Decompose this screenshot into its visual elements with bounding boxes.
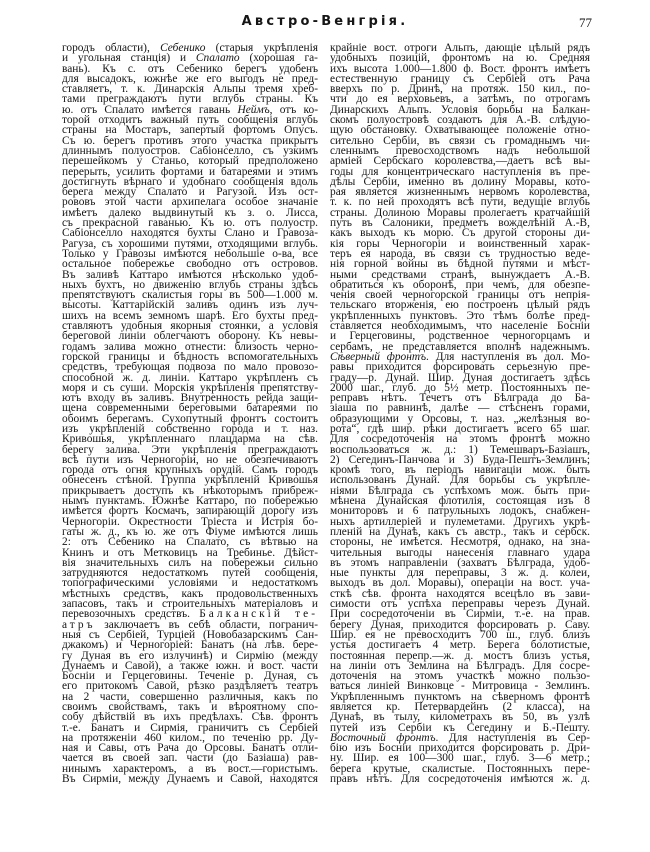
text-line: всѣ пути изъ Черногоріи, но не обезпечиваютъ [62,453,318,466]
text-line: нія горной войны въ бѣдной путями и мѣст- [330,258,590,271]
text-line: нымъ пунктамъ. Южнѣе Каттаро, по побережью [62,495,318,508]
italic-term: Неймъ [237,103,270,116]
text-line: рововъ этой части архипелага особое значаніе [62,196,318,209]
text-line: моря и съ суши. Морскія укрѣпленія препятству- [62,381,318,394]
text-line: Для сосредоточенія на этомъ фронтѣ можно [330,433,590,446]
text-line: мониторовъ и 6 патрульныхъ лодокъ, снабжен- [330,505,590,518]
text-line: способной ж. д. линіи. Каттаро укрѣпленъ съ [62,371,318,384]
text-line: Книнъ и отъ Метковицъ на Требинье. Дѣйст- [62,546,318,559]
text-line: постоянная перепр.—ж. д. мостъ близъ устья, [330,649,590,662]
text-line: путь въ Салоники, предметъ вожделѣній А.-В, [330,217,590,230]
text-line: путей изъ Сербіи къ Сегедину и Б.-Пешту. [330,721,590,734]
text-line: берегу залива. Эти укрѣпленія преграждаютъ [62,443,318,456]
running-header [0,14,650,32]
text-line: остальное побережье свободно отъ островов. [62,258,318,271]
text-line: топографическими условіями и недостаткомъ [62,577,318,590]
text-line: ныхъ бухтъ, но движенію вглубь страны здѣсь [62,278,318,291]
text-line: ными средствами странѣ, вынуждаетъ А.-В. [330,268,590,281]
text-segment: заключаетъ въ себѣ области, погранич- [95,618,318,631]
page-header-title: Австро-Венгрія. [241,14,409,29]
text-line: годы для концентрическаго наступленія въ пре- [330,165,590,178]
text-line: ихъ высота 1.000—1.800 ф. Вост. фронтъ имѣетъ [330,62,590,75]
text-segment: и угольная станція) и [62,52,196,65]
italic-term: Спалато [195,52,240,65]
text-line: кія горы Черногоріи и воинственный харак- [330,237,590,250]
text-line: Кривошья, укрѣпленнаго плацдарма на сѣв. [62,433,318,446]
text-line: нинымъ характеромъ, а въ вост.—гористымъ. [62,762,318,775]
text-line: достигнуть вѣрнаго и удобнаго сообщенія вдоль [62,175,318,188]
text-line: своимъ свойствамъ, такъ и вѣроятному спо- [62,701,318,713]
text-line: кромѣ того, въ періодъ навигаціи мож. быть [330,464,590,477]
text-line: теръ ея народа, въ связи съ трудностью веде- [330,247,590,260]
text-line: ныя съ Сербіей, Турціей (Новобазарскимъ Сан- [62,628,318,641]
text-segment: , отъ ко- [269,103,318,116]
text-line: имѣетъ далеко выдвинутый къ з. о. Лисса, [62,206,318,219]
text-line: рота“, гдѣ шир. рѣки достигаетъ всего 65 шаг. [330,422,590,435]
text-line: пленій на Дунаѣ, какъ съ австр., такъ и сербск. [330,525,590,538]
text-line: Шир. ея не превосходитъ 700 ш., глуб. близъ [330,628,590,641]
text-line: страны на Мостаръ, запертый фортомъ Опусъ. [62,124,318,137]
text-line: обратиться къ оборонѣ, при чемъ, для обезпе- [330,278,590,291]
text-line: его притокомъ Савой, рѣзко раздѣляетъ театръ [62,680,318,693]
text-line: дѣлы Сербіи, именно въ долину Моравы, кото- [330,175,590,188]
text-line: бію изъ Босніи приходится форсировать р. Дри- [330,742,590,755]
text-line: гаты ж. д., къ ю. же отъ Фіуме имѣются лишь [62,525,318,538]
text-line: на линіи отъ Землина на Бѣлградъ. Для сосре- [330,659,590,672]
text-line: на 2 части, совершенно различныя, какъ по [62,690,318,703]
text-line: чти до ея верховьевъ, а затѣмъ, по отрогамъ [330,93,590,106]
text-line: длиннымъ полуостров. Сабіонселло, съ узкимъ [62,144,318,157]
text-segment: городъ области), [62,42,161,54]
text-line: ставляется необходимымъ, что населеніе Босніи [330,320,590,333]
text-line: ютъ входу въ заливъ. Внутренность рейда защи- [62,392,318,405]
text-line: Дунаемъ и Савой), а также южн. и вост. части [62,659,318,672]
italic-term: Себенико [160,42,206,54]
text-line: воспользоваться ж. д.: 1) Темешваръ-Базіашъ, [330,443,590,456]
text-line: устья достигаетъ 4 метр. Берега болотистые, [330,639,590,652]
text-line: щую обстановку. Охватывающее положеніе отно- [330,124,590,137]
text-line: образующими у Орсовы, т. наз. „желѣзныя во- [330,412,590,425]
text-line: мѣнена Дунайская флотилія, состоящая изъ 8 [330,495,590,508]
text-line: 2: отъ Себенико на Спалато, съ вѣтвью на [62,536,318,549]
text-line: чается въ своей зап. части (до Базіаша) рав- [62,752,318,765]
text-line: берегу Дуная, приходится форсировать р. Саву. [330,618,590,631]
text-line: удобныхъ позицій, фронтомъ на ю. Средняя [330,52,590,65]
text-line: сткѣ сѣв. фронта находятся всецѣло въ зави- [330,587,590,600]
text-line: мѣстныхъ средствъ, какъ продовольственныхъ [62,587,318,600]
text-line: страны. Долиною Моравы пролегаетъ кратчайшій [330,206,590,219]
text-line: правъ нѣтъ. Для сосредоточенія имѣются ж. д. [330,773,590,786]
spaced-heading: атръ [62,618,96,631]
text-line: Босніи и Герцеговины. Теченіе р. Дуная, съ [62,670,318,683]
text-line: т. к. по ней проходятъ всѣ пути, ведущіе вглубь [330,196,590,209]
text-line: ные пункты для переправы, 3 ж. д. колеи, [330,567,590,580]
text-line: арміей Сербскаго королевства,—даетъ всѣ вы- [330,155,590,168]
text-line: Динарскихъ Альпъ. Условія борьбы на Балкан- [330,103,590,116]
text-line: средствъ, требующая подвоза по мало провозо- [62,361,318,374]
italic-term: Сѣверный фронтъ [330,350,427,363]
text-line: равы приходится форсировать серьезную пре- [330,361,590,374]
text-line: сленнымъ превосходствомъ надъ небольшой [330,144,590,157]
text-line: препятствуютъ скалистыя горы въ 500—1.000 м. [62,289,318,302]
text-line: съ прекрасной гаванью. Къ ю. отъ полуостр. [62,217,318,230]
text-line: Съ ю. берегъ противъ этого участка прикрытъ [62,134,318,147]
text-line: горской границы и бѣдность вспомогательныхъ [62,350,318,363]
text-line: реправъ нѣтъ. Течетъ отъ Бѣлграда до Ба- [330,392,590,405]
text-line: изъ укрѣпленій собственно города и т. наз. [62,422,318,435]
text-line: ставляютъ удобныя якорныя стоянки, а условія [62,320,318,333]
text-line: высоты. Каттарійскій заливъ одинъ изъ луч- [62,299,318,312]
text-line: собу дѣйствій въ ихъ предѣлахъ. Сѣв. фронтъ [62,711,318,724]
text-line: выходъ въ дол. Моравы), операціи на вост. уча- [330,577,590,590]
text-line: является кр. Петервардейнъ (2 класса), на [330,701,590,713]
text-line: т.-е. Банатъ и Сирмія, граничитъ съ Сербіей [62,721,318,734]
text-segment: перевозочныхъ средствъ. [62,608,200,621]
text-line: зіаша по равнинѣ, далѣе — стѣсненъ горами, [330,402,590,415]
text-line: шихъ на всемъ земномъ шарѣ. Его бухты пред- [62,309,318,322]
text-line: обнесенъ стѣной. Группа укрѣпленій Кривошья [62,474,318,487]
text-line: Въ Сирміи, между Дунаемъ и Савой, находятся [62,773,318,786]
italic-term: Восточный фронтъ [330,731,436,744]
text-line: симости отъ успѣха переправы черезъ Дунай. [330,598,590,611]
text-line: укрѣпленныхъ пунктовъ. Это тѣмъ болѣе пред- [330,309,590,322]
text-line: использованъ Дунай. Для борьбы съ укрѣпле- [330,474,590,487]
text-line: чительныя выгоды нанесенія главнаго удара [330,546,590,559]
text-line: прикрываетъ доступъ къ нѣкоторымъ прибреж- [62,484,318,497]
text-line: рая является жизненнымъ нервомъ королевства, [330,186,590,199]
text-line: ченія своей черногорской границы отъ непрія- [330,289,590,302]
text-line: Сабіонселло находятся бухты Слано и Гравоза- [62,227,318,240]
text-line: ная и Савы, отъ Рача до Орсовы. Банатъ отли- [62,742,318,755]
text-line: При сосредоточеніи въ Сирміи, т.-е. на прав. [330,608,590,621]
text-line: перешейкомъ у Станьо, который предположено [62,155,318,168]
text-line: годамъ залива можно отнести: близость черно- [62,340,318,353]
spaced-heading: Балканскій те- [199,608,319,621]
text-line: въ этомъ направленіи (захватъ Бѣлграда, удоб- [330,556,590,569]
text-line: торой отходитъ важный путь сообщенія вглубь [62,114,318,127]
text-line: вверхъ по р. Дринѣ, на протяж. 150 кил., по- [330,83,590,96]
text-line: тельскаго вторженія, ею построенъ цѣлый рядъ [330,299,590,312]
text-segment: . Для наступленія въ дол. Мо- [426,350,590,363]
text-line: вія значительныхъ силъ на побережьи сильно [62,556,318,569]
text-line: перерыть, усилить фортами и батареями и этимъ [62,165,318,178]
text-segment: (старыя укрѣпленія [205,42,318,54]
text-line: 2000 шаг., глуб. до 5½ метр. Постоянныхъ пе- [330,381,590,394]
text-line: естественную границу съ Сербіей отъ Рача [330,72,590,85]
text-segment: . Для наступленія въ Сер- [435,731,590,744]
text-line: запасовъ, такъ и строительныхъ матеріаловъ и [62,598,318,611]
text-line: на протяженіи 460 килом., по теченію рр. Ду- [62,731,318,744]
text-line: ніями Бѣлграда съ успѣхомъ мож. быть при- [330,484,590,497]
text-line: вань). Къ с. отъ Себенико берегъ удобенъ [62,62,318,75]
text-line: и Герцеговины, родственное черногорцамъ и [330,330,590,343]
text-column-right [330,43,590,784]
text-line: Только у Гравозы имѣются небольшіе о-ва, все [62,247,318,260]
text-line: гу Дуная въ его излучинѣ) и Сирмію (между [62,649,318,662]
text-line: Дунаѣ, въ тылу, километрахъ въ 50, въ узлѣ [330,711,590,724]
text-segment: ю. отъ Спалато имѣется гавань [62,103,238,116]
page-number: 77 [579,15,592,30]
text-line: джакомъ) и Черногоріей: Банатъ (на лѣв. бере- [62,639,318,652]
text-line: ставляетъ, т. к. Динарскія Альпы тремя хреб- [62,83,318,96]
text-line: имѣется фортъ Космачъ, запирающій дорогу изъ [62,505,318,518]
text-line: сербамъ, не представляется вполнѣ надежнымъ. [330,340,590,353]
text-line: доточенія на этомъ участкѣ можно пользо- [330,670,590,683]
text-line: ныхъ артиллеріей и пулеметами. Другихъ укрѣ- [330,515,590,528]
text-line: ну. Шир. ея 100—300 шаг., глуб. 3—6 метр.; [330,752,590,765]
text-line: затрудняются недостаткомъ путей сообщенія, [62,567,318,580]
text-line: для высадокъ, южнѣе же его выгодъ не пред- [62,72,318,85]
text-line: береговой линіи облегчаютъ оборону. Къ невы- [62,330,318,343]
text-line: тами преграждаютъ пути вглубь страны. Къ [62,93,318,106]
text-line: берега между Спалато и Рагузой. Изъ ост- [62,186,318,199]
text-line: берега крутые, скалистые. Постоянныхъ пере- [330,762,590,775]
text-line: стороны, не имѣется. Несмотря, однако, на зна- [330,536,590,549]
text-segment: (хорошая га- [239,52,318,65]
text-line: обоимъ берегамъ. Сухопутный фронтъ состоитъ [62,412,318,425]
text-line: граду—р. Дунай. Шир. Дуная достигаетъ здѣсь [330,371,590,384]
text-line: сительно Сербіи, въ связи съ громаднымъ чи- [330,134,590,147]
text-line: щена современными береговыми батареями по [62,402,318,415]
text-line: Черногоріи. Окрестности Тріеста и Истрія бо- [62,515,318,528]
text-column-left [62,43,318,784]
text-line: города отъ огня крупныхъ орудій. Самъ городъ [62,464,318,477]
text-line: Рагуза, съ хорошими путями, отходящими вглубь. [62,237,318,250]
text-line: какъ выходъ къ морю. Съ другой стороны ди- [330,227,590,240]
text-line: 2) Сегединъ-Панчова и 3) Буда-Пештъ-Землинъ; [330,453,590,466]
text-line: Въ заливѣ Каттаро имѣются нѣсколько удоб- [62,268,318,281]
text-line: ваться линіей Винковце - Митровица - Землинъ. [330,680,590,693]
text-line: скомъ полуостровѣ создаютъ для А.-В. слѣдую- [330,114,590,127]
text-line: крайніе вост. отроги Альпъ, дающіе цѣлый рядъ [330,42,590,54]
text-line: Укрѣпленнымъ пунктомъ на сѣверномъ фронтѣ [330,690,590,703]
